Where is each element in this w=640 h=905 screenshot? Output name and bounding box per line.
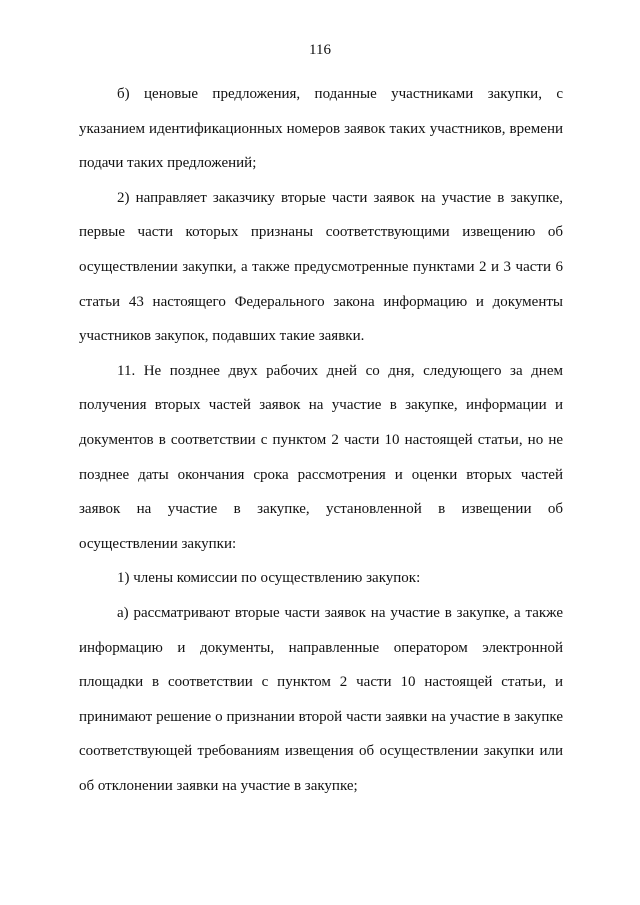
paragraph-2-sends-to-customer [79, 181, 563, 354]
paragraph-11-deadline [79, 354, 563, 562]
paragraph-a-review-second-parts [79, 596, 563, 804]
text-line: а) рассматривают вторые части заявок на участие в закупке, а также [117, 604, 563, 621]
paragraph-1-commission-members [79, 561, 563, 596]
text-line: документов в соответствии с пунктом 2 части 10 настоящей статьи, но не [79, 431, 563, 448]
text-line: заявок на участие в закупке, установленной в извещении об [79, 501, 563, 518]
text-line: об отклонении заявки на участие в закупке; [79, 777, 358, 794]
text-line: подачи таких предложений; [79, 155, 257, 172]
text-line: 2) направляет заказчику вторые части заявок на участие в закупке, [117, 189, 563, 206]
text-line: 11. Не позднее двух рабочих дней со дня, следующего за днем [117, 362, 563, 379]
document-body [79, 77, 563, 803]
text-line: площадки в соответствии с пунктом 2 части 10 настоящей статьи, и [79, 674, 563, 691]
text-line: первые части которых признаны соответствующими извещению об [79, 224, 563, 241]
text-line: получения вторых частей заявок на участие в закупке, информации и [79, 397, 563, 414]
paragraph-b-price-offers [79, 77, 563, 181]
text-line: принимают решение о признании второй части заявки на участие в закупке [79, 708, 563, 725]
text-line: осуществлении закупки, а также предусмотренные пунктами 2 и 3 части 6 [79, 258, 563, 275]
text-line: позднее даты окончания срока рассмотрения и оценки вторых частей [79, 466, 563, 483]
text-line: участников закупок, подавших такие заявки. [79, 328, 365, 345]
text-line: указанием идентификационных номеров заявок таких участников, времени [79, 120, 563, 137]
text-line: информацию и документы, направленные оператором электронной [79, 639, 563, 656]
text-line: соответствующей требованиям извещения об осуществлении закупки или [79, 743, 563, 760]
text-line: статьи 43 настоящего Федерального закона информацию и документы [79, 293, 563, 310]
page-number: 116 [309, 42, 331, 58]
text-line: осуществлении закупки: [79, 535, 237, 552]
text-line: 1) члены комиссии по осуществлению закупок: [117, 570, 421, 587]
text-line: б) ценовые предложения, поданные участниками закупки, с [117, 86, 563, 102]
